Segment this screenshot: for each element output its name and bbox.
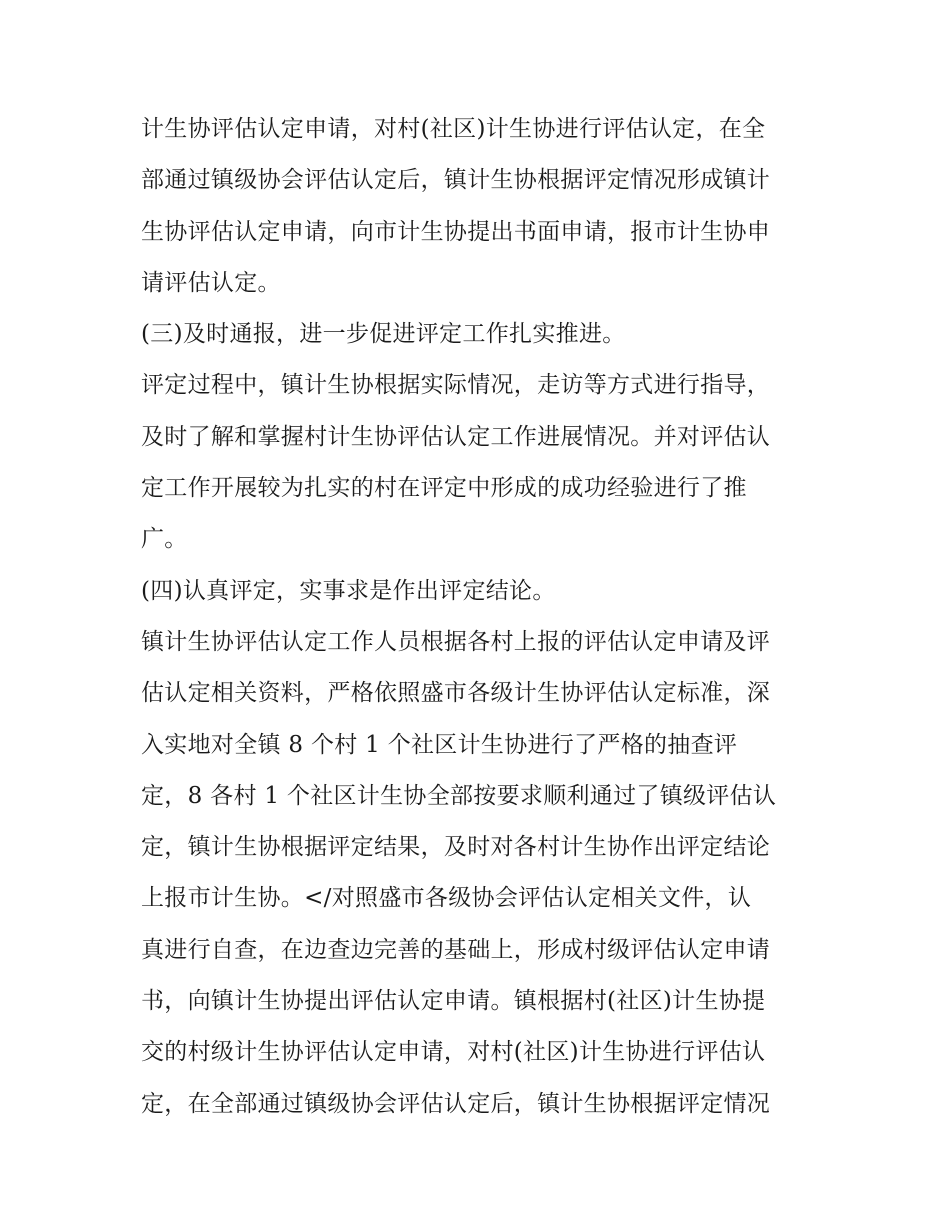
document-body bbox=[141, 104, 821, 1130]
text-line: 定，在全部通过镇级协会评估认定后，镇计生协根据评定情况 bbox=[141, 1090, 771, 1117]
text-line: 定，8 各村 1 个社区计生协全部按要求顺利通过了镇级评估认 bbox=[141, 782, 777, 809]
text-line: 交的村级计生协评估认定申请，对村(社区)计生协进行评估认 bbox=[141, 1039, 766, 1066]
text-line: 上报市计生协。</对照盛市各级协会评估认定相关文件，认 bbox=[141, 885, 752, 912]
text-line: 及时了解和掌握村计生协评估认定工作进展情况。并对评估认 bbox=[141, 423, 771, 450]
text-line: 评定过程中，镇计生协根据实际情况，走访等方式进行指导， bbox=[141, 372, 771, 399]
text-line: 真进行自查，在边查边完善的基础上，形成村级评估认定申请 bbox=[141, 936, 771, 963]
text-line: 定工作开展较为扎实的村在评定中形成的成功经验进行了推 bbox=[141, 475, 747, 502]
text-line: 生协评估认定申请，向市计生协提出书面申请，报市计生协申 bbox=[141, 218, 771, 245]
text-line: 定，镇计生协根据评定结果，及时对各村计生协作出评定结论 bbox=[141, 834, 771, 861]
text-line: 书，向镇计生协提出评估认定申请。镇根据村(社区)计生协提 bbox=[141, 988, 766, 1015]
section-heading-3: (三)及时通报，进一步促进评定工作扎实推进。 bbox=[141, 321, 626, 348]
text-line: 部通过镇级协会评估认定后，镇计生协根据评定情况形成镇计 bbox=[141, 167, 771, 194]
text-line: 镇计生协评估认定工作人员根据各村上报的评估认定申请及评 bbox=[141, 628, 771, 655]
text-line: 入实地对全镇 8 个村 1 个社区计生协进行了严格的抽查评 bbox=[141, 731, 738, 758]
section-heading-4: (四)认真评定，实事求是作出评定结论。 bbox=[141, 577, 556, 604]
text-line: 计生协评估认定申请，对村(社区)计生协进行评估认定，在全 bbox=[141, 116, 766, 142]
text-line: 估认定相关资料，严格依照盛市各级计生协评估认定标准，深 bbox=[141, 680, 771, 707]
text-line: 广。 bbox=[141, 526, 188, 553]
text-line: 请评估认定。 bbox=[141, 269, 281, 296]
